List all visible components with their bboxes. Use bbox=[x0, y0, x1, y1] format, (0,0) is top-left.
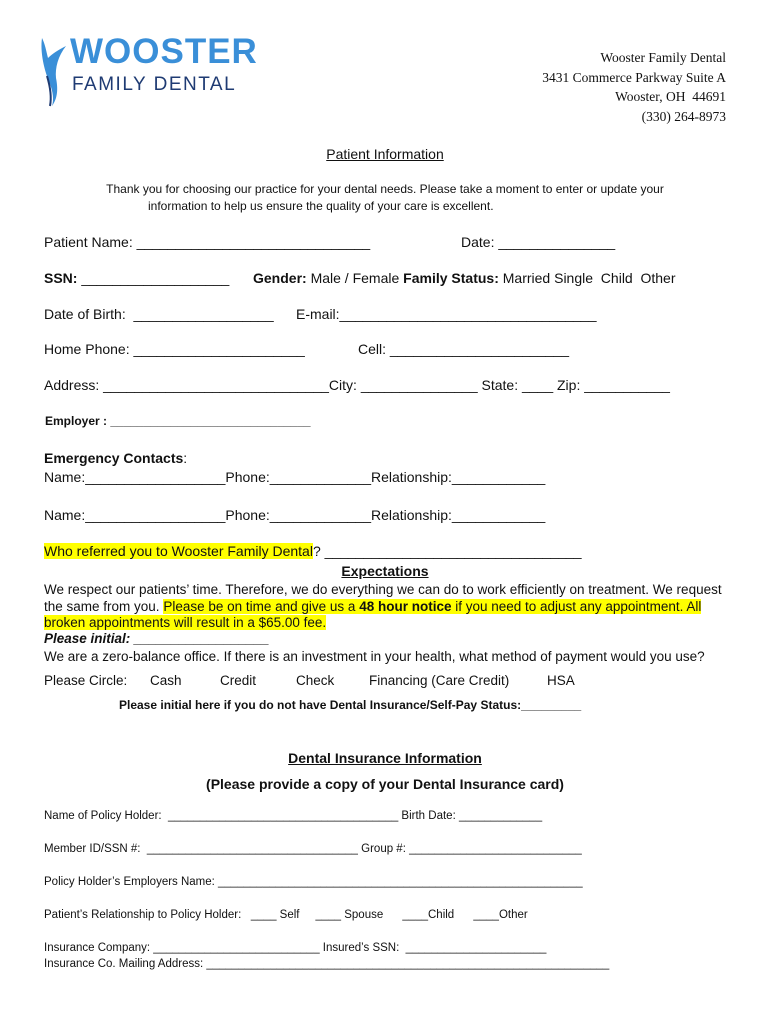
insurance-subheading: (Please provide a copy of your Dental Insurance card) bbox=[206, 776, 564, 792]
practice-street: 3431 Commerce Parkway Suite A bbox=[542, 69, 726, 85]
logo-tagline: FAMILY DENTAL bbox=[72, 74, 237, 95]
date-field[interactable]: Date: _______________ bbox=[461, 234, 616, 250]
referral-row bbox=[44, 543, 582, 559]
expectations-highlight-1: Please be on time and give us a bbox=[163, 598, 360, 614]
expectations-heading: Expectations bbox=[341, 563, 429, 579]
emergency-heading bbox=[44, 450, 187, 466]
relationship-field[interactable]: Patient’s Relationship to Policy Holder: ____ Self ____ Spouse ____Child ____Other bbox=[44, 909, 528, 921]
practice-city: Wooster, OH 44691 bbox=[615, 89, 726, 104]
zero-balance-text: We are a zero-balance office. If there is an investment in your health, what method of payment would you use? bbox=[44, 649, 705, 664]
expectations-highlight-2: if you need to adjust any appointment. All broken appointments will result in a $65.00 fee. bbox=[44, 598, 702, 630]
payment-option-financing[interactable]: Financing (Care Credit) bbox=[369, 673, 510, 688]
member-id-field[interactable]: Member ID/SSN #: _________________________________ Group #: ___________________________ bbox=[44, 843, 582, 855]
practice-name: Wooster Family Dental bbox=[600, 50, 726, 65]
emergency-contact-row-1[interactable]: Name:__________________Phone:_____________Relationship:____________ bbox=[44, 469, 546, 485]
patient-name-field[interactable]: Patient Name: ______________________________ bbox=[44, 234, 371, 250]
initial-field[interactable]: Please initial: __________________ bbox=[44, 631, 270, 646]
payment-option-hsa[interactable]: HSA bbox=[547, 673, 575, 688]
payment-option-cash[interactable]: Cash bbox=[150, 673, 182, 688]
employer-field[interactable]: Employer : ______________________________ bbox=[45, 414, 311, 428]
ssn-gender-row bbox=[44, 270, 229, 286]
cell-field[interactable]: Cell: _______________________ bbox=[358, 341, 569, 357]
intro-line-2: information to help us ensure the quality of your care is excellent. bbox=[148, 199, 494, 213]
policy-holder-field[interactable]: Name of Policy Holder: ____________________________________ Birth Date: _____________ bbox=[44, 810, 543, 822]
dob-field[interactable]: Date of Birth: __________________ bbox=[44, 306, 274, 322]
expectations-text: We respect our patients’ time. Therefore, we do everything we can do to work efficiently on treatment. We request the same from you. bbox=[44, 582, 722, 614]
gender-label: Gender: bbox=[253, 270, 307, 286]
insurance-company-field[interactable]: Insurance Company: __________________________ Insured’s SSN: ______________________ bbox=[44, 942, 547, 954]
payment-option-credit[interactable]: Credit bbox=[220, 673, 257, 688]
gender-status-row bbox=[253, 270, 676, 286]
email-field[interactable]: E-mail:_________________________________ bbox=[296, 306, 597, 322]
practice-address bbox=[542, 48, 726, 126]
referral-question: Who referred you to Wooster Family Dental bbox=[44, 543, 313, 559]
practice-logo bbox=[36, 32, 276, 112]
ssn-label: SSN: bbox=[44, 270, 78, 286]
expectations-paragraph bbox=[44, 582, 734, 632]
emergency-colon: : bbox=[183, 450, 188, 466]
home-phone-field[interactable]: Home Phone: ______________________ bbox=[44, 341, 305, 357]
payment-option-check[interactable]: Check bbox=[296, 673, 335, 688]
intro-line-1: Thank you for choosing our practice for your dental needs. Please take a moment to enter or update your bbox=[106, 182, 664, 196]
emergency-contact-row-2[interactable]: Name:__________________Phone:_____________Relationship:____________ bbox=[44, 507, 546, 523]
practice-phone: (330) 264-8973 bbox=[641, 108, 726, 124]
payment-circle-label: Please Circle: bbox=[44, 673, 128, 688]
insurance-heading: Dental Insurance Information bbox=[288, 750, 482, 766]
family-status-label: Family Status: bbox=[403, 270, 499, 286]
expectations-notice: 48 hour notice bbox=[359, 598, 452, 614]
gender-options[interactable]: Male / Female bbox=[306, 270, 404, 286]
emergency-heading-text: Emergency Contacts bbox=[44, 450, 184, 466]
self-pay-initial-field[interactable]: Please initial here if you do not have Dental Insurance/Self-Pay Status:_________ bbox=[119, 698, 582, 712]
referral-field[interactable]: ? _________________________________ bbox=[312, 543, 582, 559]
policy-employer-field[interactable]: Policy Holder’s Employers Name: _________________________________________________________ bbox=[44, 876, 583, 888]
form-title: Patient Information bbox=[326, 146, 444, 162]
family-status-options[interactable]: Married Single Child Other bbox=[498, 270, 676, 286]
address-row[interactable]: Address: _____________________________City: _______________ State: ____ Zip: ___________ bbox=[44, 377, 670, 393]
ssn-field[interactable]: ___________________ bbox=[77, 270, 230, 286]
logo-wordmark: WOOSTER bbox=[70, 32, 258, 71]
insurance-mailing-field[interactable]: Insurance Co. Mailing Address: _______________________________________________________________ bbox=[44, 958, 610, 970]
